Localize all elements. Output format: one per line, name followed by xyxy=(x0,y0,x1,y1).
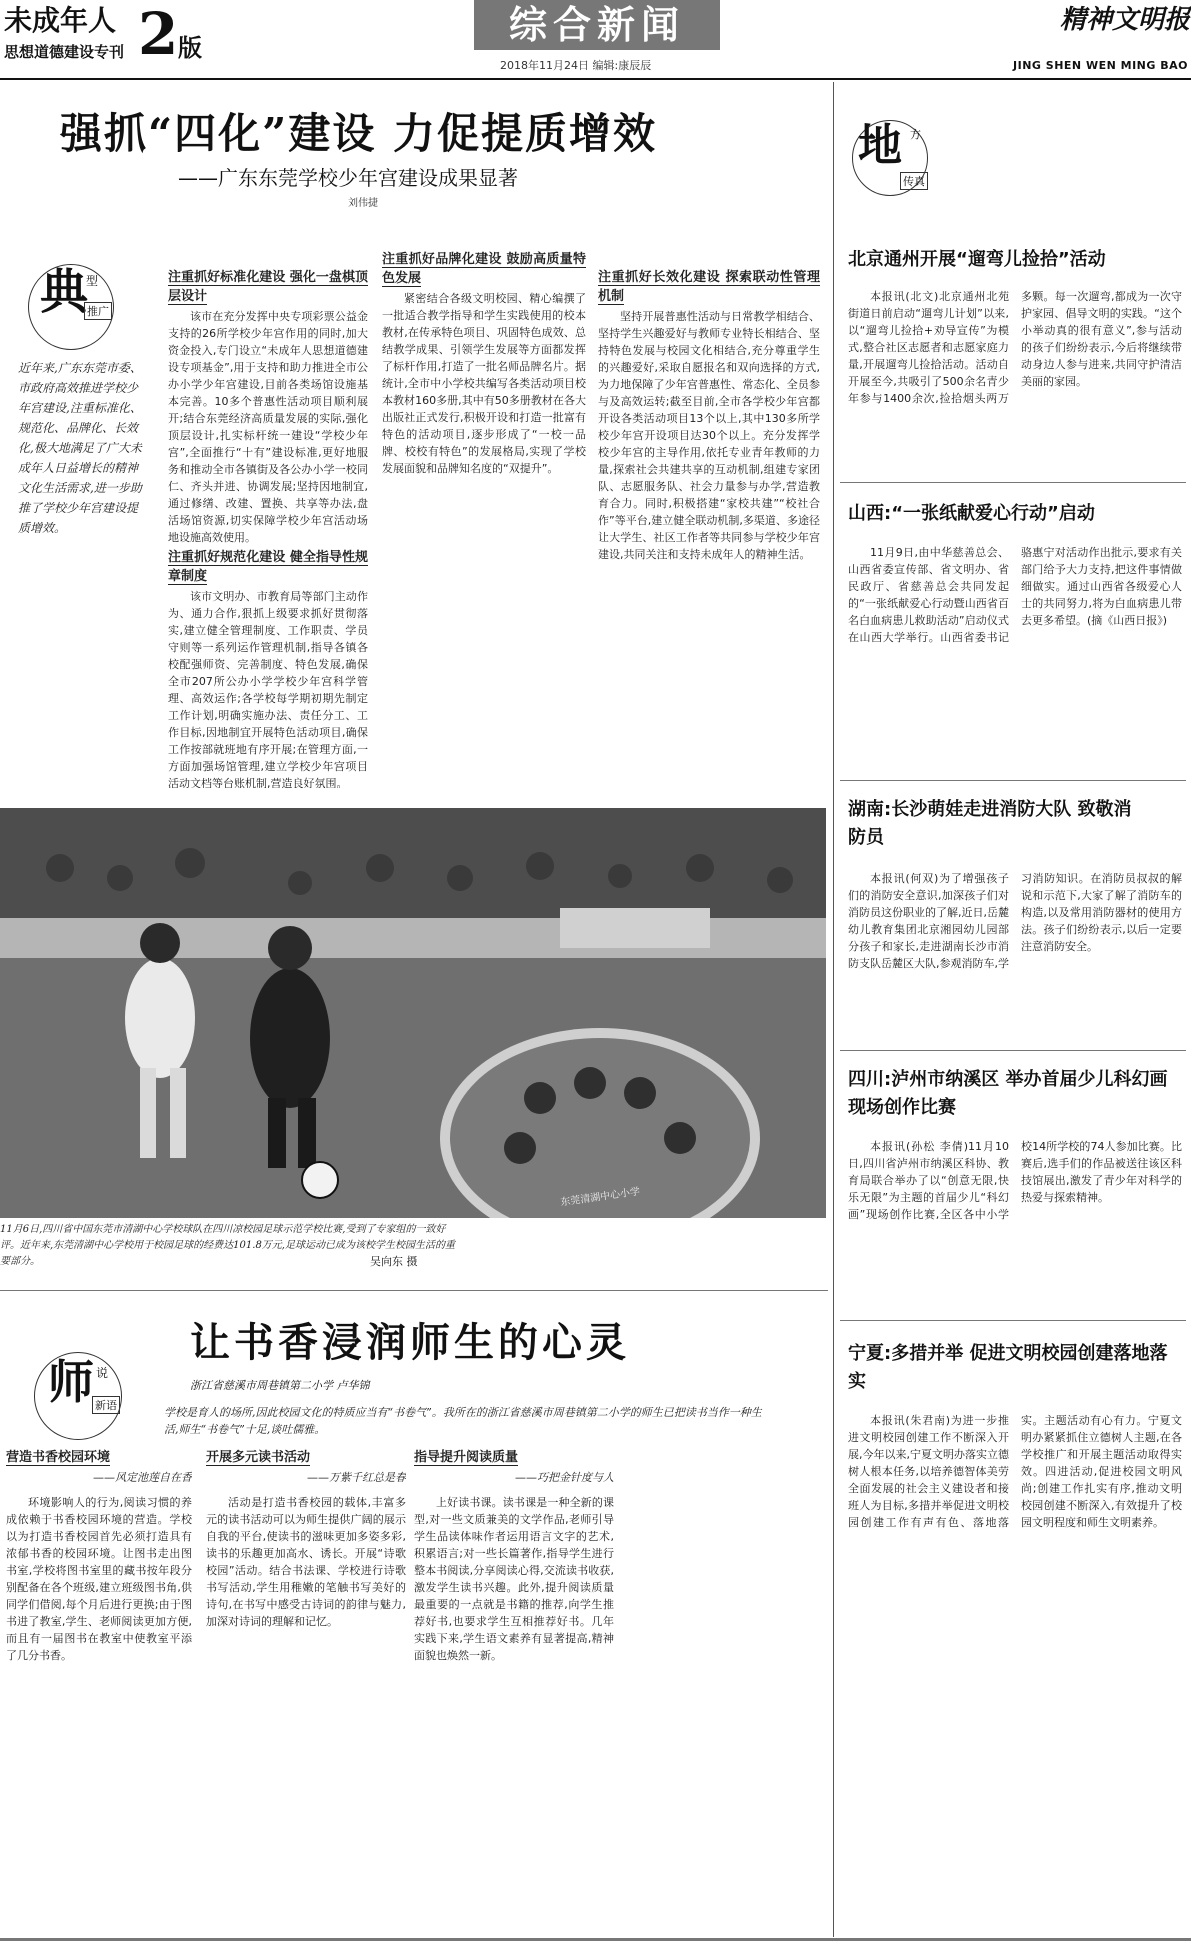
photo-caption: 11月6日,四川省中国东莞市清湖中心学校球队在四川凉校园足球示范学校比赛,受到了专家组的一致好评。近年来,东莞清湖中心学校用于校园足球的经费达101.8万元,足球运动已成为该校学生校园生活的重要部分。 xyxy=(0,1224,455,1267)
lead-s1-body: 该市在充分发挥中央专项彩票公益金支持的26所学校少年宫作用的同时,加大资金投入,专门设立“未成年人思想道德建设专项基金”,用于支持和助力推进全市公办小学少年宫建设,目前各类场馆设施基本完善。10多个普惠性活动项目顺利展开;结合东莞经济高质量发展的实际,强化顶层设计,扎实标杆统一建设“学校少年宫”,全面推行“十有”建设标准,更好地服务和推动全市各镇街及各公办小学一校同仁、齐头并进、协调发展;坚持因地制宜,通过修缮、改建、置换、共享等办法,盘活场馆资源,切实保障学校少年宫活动场地设施高效使用。 xyxy=(168,310,368,544)
lead-intro: 近年来,广东东莞市委、市政府高效推进学校少年宫建设,注重标准化、规范化、品牌化、长效化,极大地满足了广大未成年人日益增长的精神文化生活需求,进一步助推了学校少年宫建设提质增效。 xyxy=(18,361,142,535)
sidebar-a4-text: 本报讯(孙松 李倩)11月10日,四川省泸州市纳溪区科协、教育局联合举办了以“创意无限,快乐无限”为主题的首届少儿“科幻画”现场创作比赛,全区各中小学校14所学校的74人参加比赛。比赛后,选手们的作品被送往该区科技馆展出,激发了青少年对科学的热爱与探索精神。 xyxy=(848,1140,1182,1221)
sidebar-badge-char: 地 xyxy=(858,120,902,171)
teacher-col-1 xyxy=(6,1448,192,1934)
sidebar-a5-body xyxy=(848,1412,1182,1932)
lead-col-2 xyxy=(382,250,586,788)
lead-badge-small2: 推广 xyxy=(84,302,112,320)
bottom-rule xyxy=(0,1938,1191,1941)
lead-s1-title: 注重抓好标准化建设 强化一盘棋顶层设计 xyxy=(168,270,368,304)
lead-badge-char: 典 xyxy=(40,264,89,320)
photo-credit: 吴向东 摄 xyxy=(370,1255,418,1268)
teacher-s1-sub: ——风定池莲自在香 xyxy=(93,1471,192,1484)
sidebar-badge-small1: 方 xyxy=(910,128,921,141)
sidebar-rule-1 xyxy=(840,482,1186,483)
sidebar-badge-small2: 传真 xyxy=(900,172,928,190)
football-photo xyxy=(0,808,826,1218)
lead-col-3 xyxy=(598,268,820,788)
date-editor: 2018年11月24日 编辑:康辰辰 xyxy=(500,59,652,72)
paper-name: 精神文明报 xyxy=(1059,5,1190,35)
lead-s2-title: 注重抓好规范化建设 健全指导性规章制度 xyxy=(168,550,368,584)
sidebar-divider xyxy=(833,82,834,1937)
lead-s3-body: 紧密结合各级文明校园、精心编撰了一批适合教学指导和学生实践使用的校本教材,在传承特色项目、巩固特色成效、总结教学成果、引领学生发展等方面都发挥了标杆作用,打造了一批名师品牌名片。据统计,全市中小学校共编写各类活动项目校本教材160多册,其中有50多册教材在各大出版社正式发行,积极开设和打造一批富有特色的活动项目,逐步形成了“一校一品牌、校校有特色”的发展格局,实现了学校发展面貌和品牌知名度的“双提升”。 xyxy=(382,292,586,475)
section-title: 综合新闻 xyxy=(508,3,685,47)
teacher-s3-body: 上好读书课。读书课是一种全新的课型,对一些文质兼美的文学作品,老师引导学生品读体味作者运用语言文字的艺术,积累语言;对一些长篇著作,指导学生进行整本书阅读,分享阅读心得,交流读书收获,激发学生读书兴趣。此外,提升阅读质量最重要的一点就是书籍的推荐,向学生推荐好书,也要求学生互相推荐好书。几年实践下来,学生语文素养有显著提高,精神面貌也焕然一新。 xyxy=(414,1496,614,1662)
sidebar-a2-title: 山西:“一张纸献爱心行动”启动 xyxy=(848,503,1095,524)
sidebar-a4-body xyxy=(848,1138,1182,1308)
sidebar-a1-title: 北京通州开展“遛弯儿捡拾”活动 xyxy=(848,249,1106,270)
sidebar-rule-3 xyxy=(840,1050,1186,1051)
teacher-badge-small1: 说 xyxy=(96,1366,109,1380)
mid-rule xyxy=(0,1290,828,1291)
teacher-byline: 浙江省慈溪市周巷镇第二小学 卢华锦 xyxy=(190,1379,370,1392)
sidebar-a5-title: 宁夏:多措并举 促进文明校园创建落地落实 xyxy=(848,1343,1168,1392)
teacher-badge-char: 师 xyxy=(48,1355,94,1409)
sidebar-a3-text: 本报讯(何双)为了增强孩子们的消防安全意识,加深孩子们对消防员这份职业的了解,近日,岳麓幼儿教育集团北京湘园幼儿园部分孩子和家长,走进湖南长沙市消防支队岳麓区大队,参观消防车,学习消防知识。在消防员叔叔的解说和示范下,大家了解了消防车的构造,以及常用消防器材的使用方法。孩子们纷纷表示,以后一定要注意消防安全。 xyxy=(848,872,1182,970)
sidebar-a2-body xyxy=(848,544,1182,740)
teacher-s1-body: 环境影响人的行为,阅读习惯的养成依赖于书香校园环境的营造。学校以为打造书香校园首先必须打造具有浓郁书香的校园环境。让图书走出图书室,学校将图书室里的藏书按年段分别配备在各个班级,建立班级图书角,供同学们借阅,每个月后进行更换;由于图书进了教室,学生、老师阅读更加方便,而且有一届图书在教室中使教室平添了几分书香。 xyxy=(6,1496,192,1662)
lead-s4-title: 注重抓好长效化建设 探索联动性管理机制 xyxy=(598,270,820,304)
teacher-s3-title: 指导提升阅读质量 xyxy=(414,1450,519,1465)
sidebar-a5-text: 本报讯(朱君南)为进一步推进文明校园创建工作不断深入开展,今年以来,宁夏文明办落实立德树人根本任务,以培养德智体美劳全面发展的社会主义建设者和接班人为目标,多措并举促进文明校园创建工作有声有色、落地落实。主题活动有心有力。宁夏文明办紧紧抓住立德树人主题,在各学校推广和开展主题活动取得实效。四进活动,促进校园文明风尚;创建工作扎实有序,推动文明校园创建不断深入,有效提升了校园文明程度和师生文明素养。 xyxy=(848,1414,1182,1529)
teacher-badge-small2: 新语 xyxy=(92,1396,120,1414)
masthead-rule xyxy=(0,78,1191,80)
teacher-intro: 学校是育人的场所,因此校园文化的特质应当有“书卷气”。我所在的浙江省慈溪市周巷镇第二小学的师生已把读书当作一种生活,师生“书卷气”十足,谈吐儒雅。 xyxy=(164,1406,762,1436)
teacher-s2-body: 活动是打造书香校园的载体,丰富多元的读书活动可以为师生提供广阔的展示自我的平台,使读书的滋味更加多姿多彩,读书的乐趣更加高水、诱长。开展“诗歌校园”活动。结合书法课、学校进行诗歌书写活动,学生用稚嫩的笔触书写美好的诗句,在书写中感受古诗词的韵律与魅力,加深对诗词的理解和记忆。 xyxy=(206,1496,406,1628)
inset-photo-text: 东莞清湖中心小学 xyxy=(559,1186,641,1209)
lead-badge-small1: 型 xyxy=(86,274,99,288)
masthead-left-title: 未成年人 xyxy=(4,4,117,37)
sidebar-a1-text: 本报讯(北文)北京通州北苑街道日前启动“遛弯儿计划”以来,以“遛弯儿捡拾+劝导宣传”为模式,整合社区志愿者和志愿家庭力量,开展遛弯儿捡拾活动。活动自开展至今,共吸引了500余名青少年参与1400余次,捡拾烟头两万多颗。每一次遛弯,都成为一次守护家园、倡导文明的实践。“这个小举动真的很有意义”,参与活动的孩子们纷纷表示,今后将继续带动身边人参与进来,共同守护清洁美丽的家园。 xyxy=(848,290,1182,405)
lead-s2-body: 该市文明办、市教育局等部门主动作为、通力合作,狠抓上级要求抓好贯彻落实,建立健全管理制度、工作职责、学员守则等一系列运作管理机制,指导各镇各校配强师资、完善制度、特色发展,确保全市207所公办小学学校少年宫科学管理、高效运作;各学校每学期初期先制定工作计划,明确实施办法、责任分工、工作目标,因地制宜开展特色活动项目,确保工作按部就班地有序开展;在管理方面,一方面加强场馆管理,建立学校少年宫项目活动文档等台账机制,营造良好氛围。 xyxy=(168,590,368,788)
sidebar-a3-title: 湖南:长沙萌娃走进消防大队 致敬消防员 xyxy=(848,799,1132,848)
teacher-s3-sub: ——巧把金针度与人 xyxy=(515,1471,614,1484)
sidebar-a3-body xyxy=(848,870,1182,1040)
teacher-title: 让书香浸润师生的心灵 xyxy=(190,1319,630,1366)
sidebar-a2-text: 11月9日,由中华慈善总会、山西省委宣传部、省文明办、省民政厅、省慈善总会共同发起的“一张纸献爱心行动暨山西省百名白血病患儿救助活动”启动仪式在山西大学举行。山西省委书记骆惠宁对活动作出批示,要求有关部门给予大力支持,把这件事情做细做实。通过山西省各级爱心人士的共同努力,将为白血病患儿带去更多希望。(摘《山西日报》) xyxy=(848,546,1182,644)
teacher-s2-sub: ——万紫千红总是春 xyxy=(307,1471,406,1484)
page-suffix: 版 xyxy=(178,34,202,62)
lead-title: 强抓“四化”建设 力促提质增效 xyxy=(60,109,657,158)
lead-col-1 xyxy=(168,268,368,788)
teacher-col-2 xyxy=(206,1448,406,1934)
sidebar-rule-4 xyxy=(840,1320,1186,1321)
teacher-s2-title: 开展多元读书活动 xyxy=(206,1450,311,1465)
sidebar-rule-2 xyxy=(840,780,1186,781)
masthead xyxy=(0,0,1191,82)
page-number: 2 xyxy=(138,0,179,68)
lead-s3-title: 注重抓好品牌化建设 鼓励高质量特色发展 xyxy=(382,252,586,286)
football-photo-graphic xyxy=(0,808,826,1218)
sidebar-a1-body xyxy=(848,288,1182,458)
paper-pinyin: JING SHEN WEN MING BAO xyxy=(1013,59,1188,72)
sidebar-a4-title: 四川:泸州市纳溪区 举办首届少儿科幻画现场创作比赛 xyxy=(848,1069,1168,1118)
masthead-left-sub: 思想道德建设专刊 xyxy=(4,43,125,61)
teacher-col-3 xyxy=(414,1448,614,1934)
lead-s4-body: 坚持开展普惠性活动与日常教学相结合、坚持学生兴趣爱好与教师专业特长相结合、坚持特色发展与校园文化相结合,充分尊重学生的兴趣爱好,采取自愿报名和双向选择的方式,为力地保障了少年宫普惠性、常态化、全员参与及高效运转;截至目前,全市各学校少年宫都开设各类活动项目13个以上,其中130多所学校少年宫开设项目达30个以上。充分发挥学校少年宫的主导作用,依托专业青年教师的力量,探索社会共建共享的互动机制,组建专家团队、志愿服务队、社会力量参与办学,营造教育合力。同时,积极搭建“家校共建”“校社合作”等平台,建立健全联动机制,多渠道、多途径让大学生、社区工作者等共同参与学校少年宫建设,共同关注和支持未成年人的精神生活。 xyxy=(598,310,820,561)
lead-subtitle: ——广东东莞学校少年宫建设成果显著 xyxy=(178,166,518,190)
lead-author: 刘伟捷 xyxy=(348,198,378,209)
teacher-s1-title: 营造书香校园环境 xyxy=(6,1450,111,1465)
